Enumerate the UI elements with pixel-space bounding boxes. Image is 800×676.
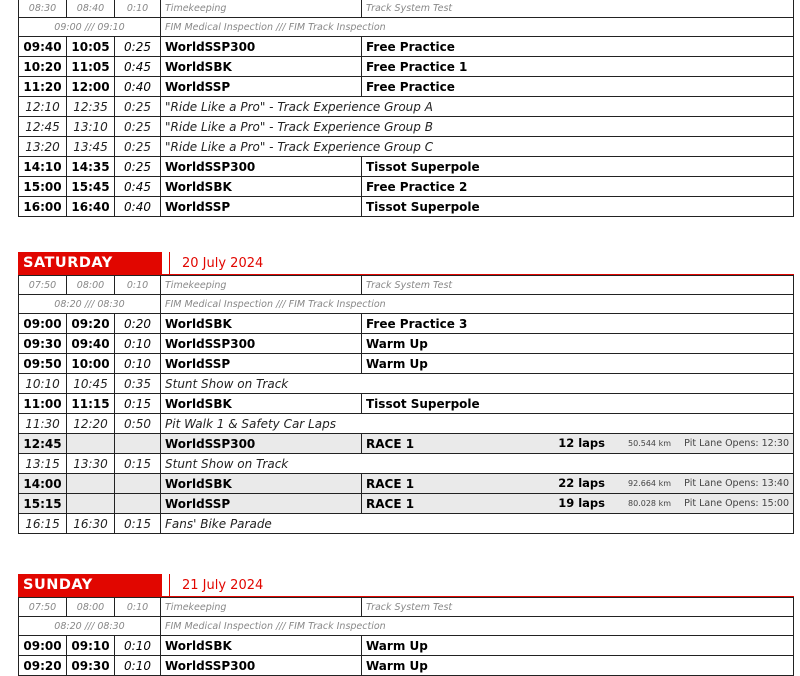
duration-cell: 0:45 [115, 177, 161, 197]
session-cell: FIM Medical Inspection /// FIM Track Inspection [161, 617, 794, 636]
session-label: RACE 1 [366, 476, 415, 491]
schedule-row [19, 314, 794, 334]
schedule-row [19, 636, 794, 656]
duration-cell: 0:25 [115, 157, 161, 177]
duration-cell [115, 474, 161, 494]
day-name: SUNDAY [18, 574, 162, 597]
session-cell [362, 394, 794, 414]
duration-cell: 0:25 [115, 37, 161, 57]
end-time-cell [67, 494, 115, 514]
start-time-cell: 09:40 [19, 37, 67, 57]
day-date: 21 July 2024 [169, 574, 263, 597]
schedule-row [19, 617, 794, 636]
end-time-cell: 08:00 [67, 276, 115, 295]
duration-cell: 0:10 [115, 354, 161, 374]
start-time-cell: 07:50 [19, 276, 67, 295]
class-cell: Timekeeping [161, 0, 362, 18]
duration-cell: 0:10 [115, 334, 161, 354]
schedule-row [19, 514, 794, 534]
schedule-row [19, 334, 794, 354]
start-time-cell: 14:10 [19, 157, 67, 177]
duration-cell: 0:10 [115, 598, 161, 617]
saturday-header [18, 252, 794, 275]
event-cell: Fans' Bike Parade [161, 514, 794, 534]
end-time-cell: 08:40 [67, 0, 115, 18]
session-cell [362, 77, 794, 97]
class-cell: WorldSBK [161, 57, 362, 77]
class-cell: WorldSBK [161, 177, 362, 197]
start-time-cell: 09:50 [19, 354, 67, 374]
pit-lane-opens: Pit Lane Opens: 15:00 [684, 498, 789, 509]
duration-cell [115, 494, 161, 514]
end-time-cell: 15:45 [67, 177, 115, 197]
end-time-cell: 09:40 [67, 334, 115, 354]
session-cell [362, 37, 794, 57]
start-time-cell: 09:20 [19, 656, 67, 676]
duration-cell: 0:25 [115, 97, 161, 117]
session-cell [362, 656, 794, 676]
duration-cell: 0:25 [115, 137, 161, 157]
end-time-cell: 13:30 [67, 454, 115, 474]
session-cell [362, 276, 794, 295]
race-distance: 50.544 km [628, 439, 671, 448]
session-label: Free Practice [366, 39, 455, 54]
class-cell: WorldSBK [161, 474, 362, 494]
start-time-cell: 09:00 [19, 636, 67, 656]
end-time-cell: 09:10 [67, 636, 115, 656]
start-time-cell: 16:00 [19, 197, 67, 217]
schedule-row [19, 295, 794, 314]
start-time-cell: 11:00 [19, 394, 67, 414]
session-label: Warm Up [366, 356, 428, 371]
friday-schedule-table [18, 0, 794, 217]
event-cell: Pit Walk 1 & Safety Car Laps [161, 414, 794, 434]
schedule-row [19, 354, 794, 374]
end-time-cell: 08:00 [67, 598, 115, 617]
schedule-row [19, 0, 794, 18]
start-time-cell: 12:45 [19, 117, 67, 137]
schedule-row [19, 656, 794, 676]
session-label: RACE 1 [366, 496, 415, 511]
session-cell [362, 314, 794, 334]
class-cell: Timekeeping [161, 276, 362, 295]
session-cell [362, 197, 794, 217]
time-range-cell: 08:20 /// 08:30 [19, 617, 161, 636]
pit-lane-opens: Pit Lane Opens: 12:30 [684, 438, 789, 449]
start-time-cell: 08:30 [19, 0, 67, 18]
start-time-cell: 10:10 [19, 374, 67, 394]
end-time-cell: 10:05 [67, 37, 115, 57]
end-time-cell: 16:40 [67, 197, 115, 217]
schedule-row [19, 598, 794, 617]
schedule-row [19, 137, 794, 157]
start-time-cell: 07:50 [19, 598, 67, 617]
class-cell: WorldSSP [161, 197, 362, 217]
start-time-cell: 16:15 [19, 514, 67, 534]
event-cell: "Ride Like a Pro" - Track Experience Group A [161, 97, 794, 117]
duration-cell: 0:10 [115, 276, 161, 295]
end-time-cell: 13:45 [67, 137, 115, 157]
duration-cell: 0:25 [115, 117, 161, 137]
pit-lane-opens: Pit Lane Opens: 13:40 [684, 478, 789, 489]
schedule-row [19, 57, 794, 77]
session-cell [362, 177, 794, 197]
duration-cell: 0:40 [115, 77, 161, 97]
class-cell: WorldSBK [161, 636, 362, 656]
start-time-cell: 12:45 [19, 434, 67, 454]
duration-cell: 0:15 [115, 394, 161, 414]
schedule-row [19, 117, 794, 137]
session-cell [362, 598, 794, 617]
duration-cell: 0:10 [115, 656, 161, 676]
laps-count: 12 laps [558, 436, 605, 450]
class-cell: WorldSSP [161, 354, 362, 374]
schedule-row [19, 276, 794, 295]
duration-cell: 0:10 [115, 636, 161, 656]
session-label: Free Practice 2 [366, 179, 468, 194]
schedule-row [19, 454, 794, 474]
day-date: 20 July 2024 [169, 252, 263, 275]
class-cell: WorldSSP [161, 77, 362, 97]
end-time-cell: 12:20 [67, 414, 115, 434]
schedule-row [19, 18, 794, 37]
duration-cell [115, 434, 161, 454]
schedule-row [19, 157, 794, 177]
start-time-cell: 15:00 [19, 177, 67, 197]
end-time-cell: 09:30 [67, 656, 115, 676]
end-time-cell: 14:35 [67, 157, 115, 177]
session-label: Tissot Superpole [366, 396, 480, 411]
session-cell [362, 157, 794, 177]
class-cell: WorldSSP300 [161, 157, 362, 177]
laps-count: 22 laps [558, 476, 605, 490]
start-time-cell: 14:00 [19, 474, 67, 494]
end-time-cell: 11:05 [67, 57, 115, 77]
session-label: Free Practice [366, 79, 455, 94]
class-cell: WorldSBK [161, 394, 362, 414]
session-cell [362, 434, 794, 454]
schedule-row [19, 374, 794, 394]
duration-cell: 0:20 [115, 314, 161, 334]
end-time-cell: 10:00 [67, 354, 115, 374]
laps-count: 19 laps [558, 496, 605, 510]
duration-cell: 0:50 [115, 414, 161, 434]
class-cell: WorldSSP300 [161, 37, 362, 57]
session-cell [362, 474, 794, 494]
session-cell [362, 636, 794, 656]
end-time-cell: 12:35 [67, 97, 115, 117]
time-range-cell: 09:00 /// 09:10 [19, 18, 161, 37]
schedule-row [19, 394, 794, 414]
class-cell: WorldSSP [161, 494, 362, 514]
schedule-row [19, 197, 794, 217]
class-cell: WorldSSP300 [161, 656, 362, 676]
end-time-cell: 11:15 [67, 394, 115, 414]
saturday-schedule-table [18, 275, 794, 534]
schedule-row [19, 177, 794, 197]
start-time-cell: 10:20 [19, 57, 67, 77]
end-time-cell: 10:45 [67, 374, 115, 394]
start-time-cell: 11:30 [19, 414, 67, 434]
schedule-row [19, 97, 794, 117]
session-label: Track System Test [366, 2, 453, 14]
event-cell: Stunt Show on Track [161, 454, 794, 474]
event-cell: "Ride Like a Pro" - Track Experience Group C [161, 137, 794, 157]
schedule-row [19, 77, 794, 97]
event-cell: "Ride Like a Pro" - Track Experience Group B [161, 117, 794, 137]
class-cell: Timekeeping [161, 598, 362, 617]
session-cell [362, 354, 794, 374]
sunday-schedule-table [18, 597, 794, 676]
race-distance: 92.664 km [628, 479, 671, 488]
day-name: SATURDAY [18, 252, 162, 275]
session-label: Tissot Superpole [366, 199, 480, 214]
session-cell: FIM Medical Inspection /// FIM Track Inspection [161, 18, 794, 37]
start-time-cell: 13:15 [19, 454, 67, 474]
schedule-row [19, 37, 794, 57]
end-time-cell: 16:30 [67, 514, 115, 534]
start-time-cell: 09:00 [19, 314, 67, 334]
end-time-cell: 09:20 [67, 314, 115, 334]
session-label: Warm Up [366, 336, 428, 351]
duration-cell: 0:35 [115, 374, 161, 394]
schedule-row [19, 434, 794, 454]
start-time-cell: 11:20 [19, 77, 67, 97]
start-time-cell: 13:20 [19, 137, 67, 157]
race-distance: 80.028 km [628, 499, 671, 508]
sunday-header [18, 574, 794, 597]
end-time-cell: 13:10 [67, 117, 115, 137]
duration-cell: 0:15 [115, 514, 161, 534]
end-time-cell [67, 434, 115, 454]
class-cell: WorldSSP300 [161, 434, 362, 454]
start-time-cell: 15:15 [19, 494, 67, 514]
session-label: Track System Test [366, 601, 453, 613]
session-cell [362, 334, 794, 354]
session-label: Tissot Superpole [366, 159, 480, 174]
duration-cell: 0:45 [115, 57, 161, 77]
end-time-cell: 12:00 [67, 77, 115, 97]
schedule-row [19, 494, 794, 514]
class-cell: WorldSBK [161, 314, 362, 334]
session-label: Free Practice 3 [366, 316, 468, 331]
session-cell [362, 0, 794, 18]
session-label: RACE 1 [366, 436, 415, 451]
schedule-row [19, 474, 794, 494]
schedule-row [19, 414, 794, 434]
class-cell: WorldSSP300 [161, 334, 362, 354]
event-cell: Stunt Show on Track [161, 374, 794, 394]
duration-cell: 0:15 [115, 454, 161, 474]
end-time-cell [67, 474, 115, 494]
session-label: Warm Up [366, 658, 428, 673]
duration-cell: 0:10 [115, 0, 161, 18]
session-cell [362, 57, 794, 77]
session-cell [362, 494, 794, 514]
duration-cell: 0:40 [115, 197, 161, 217]
time-range-cell: 08:20 /// 08:30 [19, 295, 161, 314]
session-label: Warm Up [366, 638, 428, 653]
session-label: Free Practice 1 [366, 59, 468, 74]
session-label: Track System Test [366, 279, 453, 291]
start-time-cell: 12:10 [19, 97, 67, 117]
start-time-cell: 09:30 [19, 334, 67, 354]
session-cell: FIM Medical Inspection /// FIM Track Inspection [161, 295, 794, 314]
